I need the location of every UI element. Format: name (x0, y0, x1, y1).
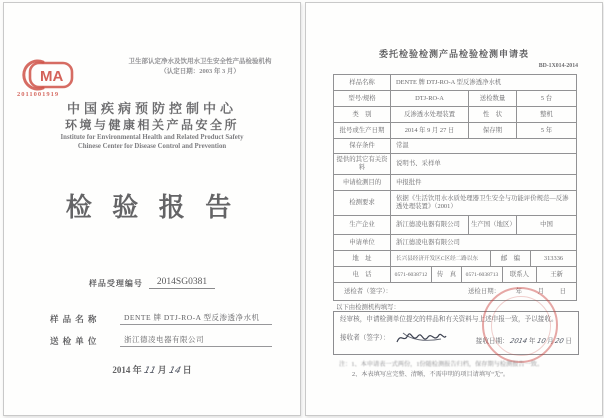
model-label: 型号/规格 (348, 94, 376, 102)
storage-value: 常温 (390, 139, 576, 153)
send-date-label: 送检日期： (468, 287, 500, 295)
table-row-sender-sign (334, 282, 576, 300)
report-date-month-handwritten: 11 (142, 366, 157, 376)
report-date (4, 363, 300, 376)
contact-label: 联系人 (502, 267, 536, 282)
svg-text:MA: MA (40, 68, 64, 85)
sender-sign-label: 送检者（签字）： (344, 287, 392, 295)
table-row-other-docs (334, 153, 576, 174)
contact-value: 王新 (536, 267, 576, 282)
receiver-label: 接收者（签字）： (340, 334, 390, 342)
requirement-label: 检测要求 (349, 199, 375, 206)
shelf-label: 保存期 (468, 123, 516, 138)
table-row-address-zip (334, 250, 576, 266)
accreditation-note (108, 57, 292, 77)
table-row-applicant (334, 234, 576, 250)
qty-value: 5 台 (516, 91, 576, 106)
send-date-line (468, 288, 566, 296)
receive-date-year-handwritten: 2014 (509, 337, 529, 345)
other-docs-value: 说明书、采样单 (390, 154, 576, 174)
form-title: 委托检验检测产品检验检测申请表 (378, 49, 529, 59)
sample-acceptance-number (4, 277, 300, 289)
accreditation-line2: （认定日期：2003 年 3 月） (160, 68, 240, 75)
receive-date-line (476, 337, 572, 346)
form-notes (339, 360, 582, 379)
send-date-month: 月 (537, 287, 544, 295)
fax-value: 0571-6038713 (461, 267, 502, 282)
report-date-month-label: 月 (157, 365, 167, 375)
receive-date-day-label: 日 (565, 338, 572, 345)
report-date-day-handwritten: 14 (167, 366, 182, 376)
report-cover-page (3, 2, 301, 416)
country-value: 中国 (516, 216, 576, 234)
receive-date-month-handwritten: 10 (536, 337, 547, 345)
table-row-purpose (334, 174, 576, 190)
receive-date-day-handwritten: 20 (554, 337, 565, 345)
purpose-value: 申报批件 (390, 175, 576, 190)
sample-name-label: 样 品 名 称 (50, 314, 98, 324)
address-label: 地 址 (352, 254, 372, 262)
category-value: 反渗透水处理装置 (390, 107, 468, 122)
sample-no-label: 样品受理编号 (88, 279, 143, 288)
org-name-en-line1: Institute for Environmental Health and Related Product Safety (60, 134, 244, 141)
batch-label: 批号或生产日期 (339, 126, 385, 134)
org-name-cn: 中国疾病预防控制中心 (66, 101, 237, 116)
report-title: 检 验 报 告 (65, 193, 239, 222)
category-label: 类 别 (352, 110, 372, 118)
table-row-manufacturer (334, 215, 576, 234)
table-row-requirement (334, 190, 576, 215)
table-row-sample-name (334, 75, 576, 90)
org-name-en-line2: Chinese Center for Disease Control and Prevention (77, 143, 227, 150)
form-note-2: 2、本表填写应完整、清晰，不需申明的项目请填写“无”。 (352, 370, 510, 378)
table-row-model-qty (334, 90, 576, 106)
purpose-label: 申请检测目的 (342, 178, 382, 186)
shelf-value: 5 年 (516, 123, 576, 138)
table-row-storage (334, 138, 576, 153)
form-code: BD-1X014-2014 (538, 63, 578, 69)
receiver-sign-area (340, 330, 447, 346)
application-table (333, 74, 577, 301)
applicant-label: 申请单位 (349, 238, 375, 246)
table-row-batch-shelf (334, 122, 576, 138)
sample-name-label: 样品名称 (349, 78, 375, 86)
batch-value: 2014 年 9 月 27 日 (390, 123, 468, 138)
acceptance-text: 经审核，申请检测单位提交的样品和有关资料与上述申报一致，予以接收。 (340, 316, 558, 323)
application-form-page (305, 2, 603, 416)
requirement-value: 依据《生活饮用水水质处理器卫生安全与功能评价规范—反渗透处理装置》（2001） (390, 191, 576, 215)
qty-label: 送检数量 (468, 91, 516, 106)
state-label: 性 状 (468, 107, 516, 122)
accreditation-line1: 卫生部认定净水及饮用水卫生安全性产品检验机构 (128, 58, 272, 65)
country-label: 生产国（地区） (468, 216, 516, 234)
org-subname-cn: 环境与健康相关产品安全所 (64, 118, 239, 132)
manufacturer-label: 生产企业 (349, 221, 375, 228)
form-note-1: 注：1、本申请表一式两份，1份随检测报告归档，保存期与检测报告一致。 (339, 361, 544, 368)
sample-name-field (50, 312, 272, 325)
receive-date-year-label: 年 (528, 338, 536, 345)
tel-label: 电 话 (352, 270, 372, 278)
send-date-day: 日 (559, 287, 566, 295)
model-value: DTJ-RO-A (390, 91, 468, 106)
receive-date-month-label: 月 (547, 338, 554, 345)
acceptance-box (333, 311, 579, 355)
send-date-year: 年 (515, 287, 522, 295)
lab-fill-note: 以下由检测机构填写： (336, 304, 400, 311)
table-row-tel-fax-contact (334, 266, 576, 282)
receive-date-label: 接收日期： (475, 338, 509, 345)
tel-value: 0571-6038712 (390, 267, 431, 282)
receiver-signature-icon (395, 330, 447, 346)
sender-unit-value: 浙江德凌电器有限公司 (120, 334, 272, 347)
fax-label: 传 真 (431, 267, 461, 282)
zip-label: 邮 编 (490, 251, 530, 266)
sender-sign-cell (334, 283, 576, 300)
sender-unit-field (50, 334, 272, 347)
sample-no-value: 2014SG0381 (149, 277, 215, 289)
other-docs-label: 提供的其它有关资料 (336, 156, 388, 171)
report-date-year: 2014 年 (112, 365, 142, 375)
zip-value: 313336 (530, 251, 576, 266)
table-row-category-state (334, 106, 576, 122)
storage-label: 保存条件 (349, 142, 375, 149)
applicant-value: 浙江德凌电器有限公司 (390, 235, 576, 250)
report-date-day-label: 日 (182, 365, 192, 375)
manufacturer-value: 浙江德凌电器有限公司 (390, 216, 468, 234)
state-value: 整机 (516, 107, 576, 122)
sender-unit-label: 送 检 单 位 (50, 336, 98, 346)
sample-name-value: DENTE 牌 DTJ-RO-A 型反渗透净水机 (120, 312, 272, 325)
address-value: 长兴县经济开发区C区经二路以东 (390, 251, 490, 266)
sample-name-value: DENTE 牌 DTJ-RO-A 型反渗透净水机 (390, 75, 576, 90)
cma-certificate-number: 2011001919 (17, 91, 60, 98)
